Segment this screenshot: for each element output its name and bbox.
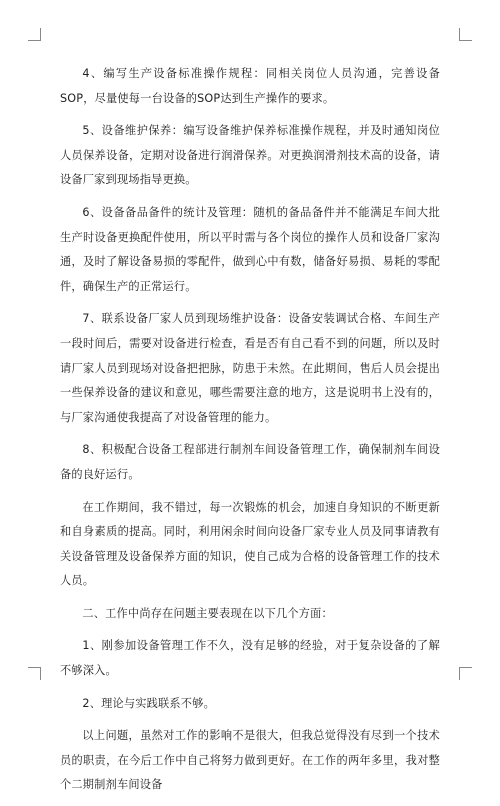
paragraph-sop: 4、编写生产设备标准操作规程：同相关岗位人员沟通，完善设备SOP，尽量使每一台设备的SOP达到生产操作的要求。: [60, 67, 440, 105]
paragraph-problem-2: 2、理论与实践联系不够。: [82, 696, 215, 710]
paragraph-conclusion: 以上问题，虽然对工作的影响不是很大，但我总觉得没有尽到一个技术员的职责，在今后工作中自己将努力做到更好。在工作的两年多里，我对整个二期制剂车间设备: [60, 729, 440, 792]
paragraph-maintenance: 5、设备维护保养：编写设备维护保养标准操作规程，并及时通知岗位人员保养设备，定期对设备进行润滑保养。对更换润滑剂技术高的设备，请设备厂家到现场指导更换。: [60, 124, 440, 187]
paragraph-problem-1: 1、刚参加设备管理工作不久，没有足够的经验，对于复杂设备的了解不够深入。: [60, 639, 440, 678]
crop-mark-top-left: [28, 28, 41, 41]
paragraph-problems-heading: 二、工作中尚存在问题主要表现在以下几个方面：: [82, 606, 333, 620]
paragraph-learning: 在工作期间，我不错过，每一次锻炼的机会，加速自身知识的不断更新和自身素质的提高。同时，利用闲余时间向设备厂家专业人员及同事请教有关设备管理及设备保养方面的知识，使自己成为合格的设备管理工作的技术人员。: [60, 500, 440, 588]
paragraph-cooperation: 8、积极配合设备工程部进行制剂车间设备管理工作，确保制剂车间设备的良好运行。: [60, 443, 440, 481]
paragraph-vendor-service: 7、联系设备厂家人员到现场维护设备：设备安装调试合格、车间生产一段时间后，需要对设备进行检查，看是否有自己看不到的问题，所以及时请厂家人员到现场对设备把把脉，防患于未然。在此期间，售后人员会提出一些保养设备的建议和意见，哪些需要注意的地方，这是说明书上没有的，与厂家沟通使我提高了对设备管理的能力。: [60, 312, 440, 424]
crop-mark-top-right: [459, 28, 472, 41]
paragraph-spare-parts: 6、设备备品备件的统计及管理：随机的备品备件并不能满足车间大批生产时设备更换配件使用，所以平时需与各个岗位的操作人员和设备厂家沟通，及时了解设备易损的零配件，做到心中有数，储备好易损、易耗的零配件，确保生产的正常运行。: [60, 205, 440, 293]
document-body: [60, 62, 440, 806]
crop-mark-bottom-right: [459, 667, 472, 680]
crop-mark-bottom-left: [28, 667, 41, 680]
